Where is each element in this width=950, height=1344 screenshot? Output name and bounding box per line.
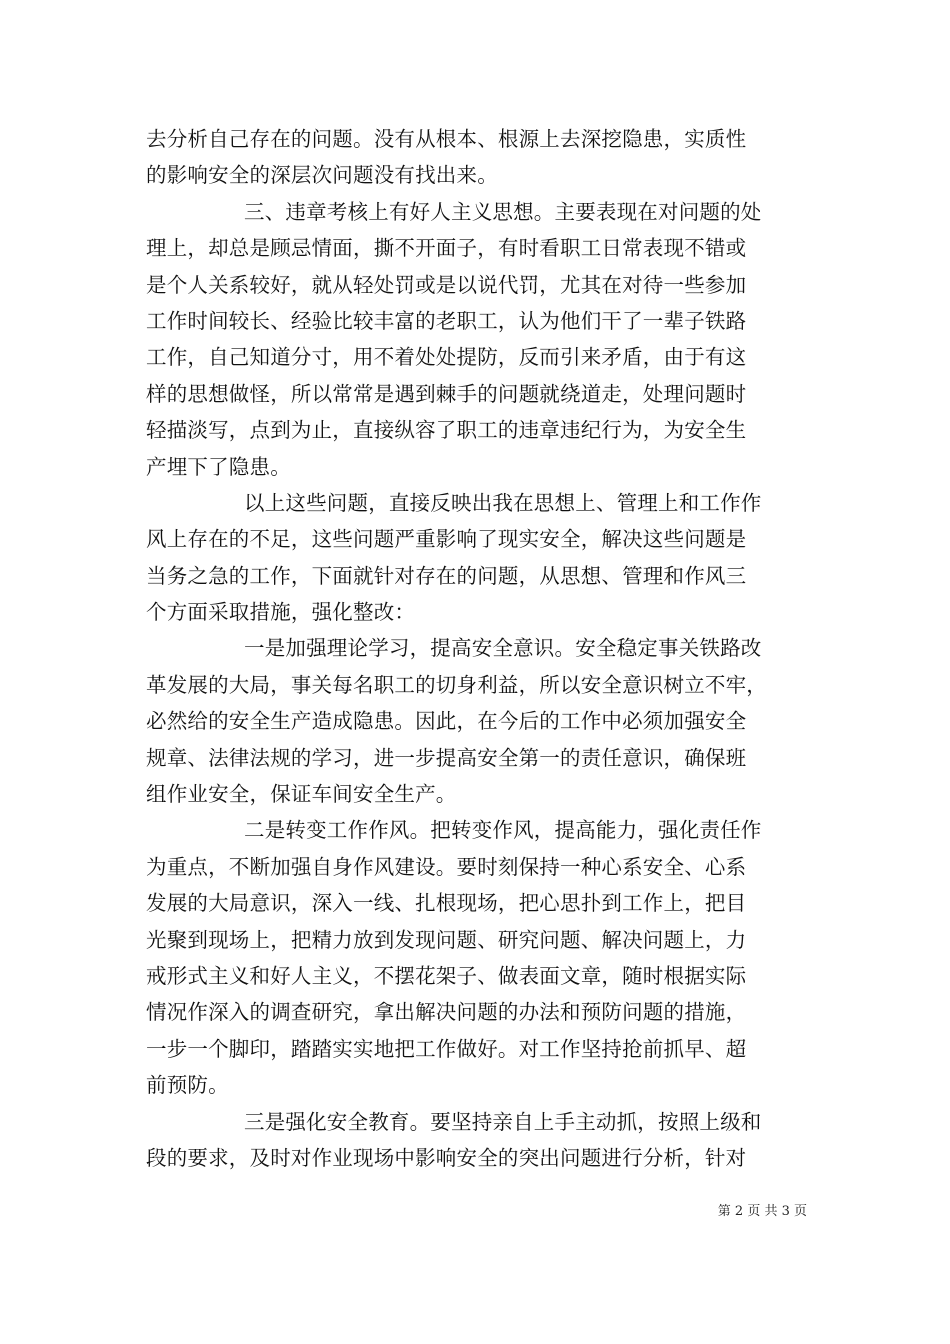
text-line: 段的要求，及时对作业现场中影响安全的突出问题进行分析，针对 [146, 1145, 747, 1170]
paragraph-start-line: 三、违章考核上有好人主义思想。主要表现在对问题的处 [244, 199, 762, 224]
text-line: 革发展的大局，事关每名职工的切身利益，所以安全意识树立不牢， [146, 672, 767, 697]
text-line: 必然给的安全生产造成隐患。因此，在今后的工作中必须加强安全 [146, 709, 747, 734]
text-line: 样的思想做怪，所以常常是遇到棘手的问题就绕道走，处理问题时 [146, 381, 747, 406]
text-line: 理上，却总是顾忌情面，撕不开面子，有时看职工日常表现不错或 [146, 236, 747, 261]
text-line: 风上存在的不足，这些问题严重影响了现实安全，解决这些问题是 [146, 527, 747, 552]
text-line: 光聚到现场上，把精力放到发现问题、研究问题、解决问题上，力 [146, 927, 747, 952]
text-line: 的影响安全的深层次问题没有找出来。 [146, 163, 498, 188]
text-line: 轻描淡写，点到为止，直接纵容了职工的违章违纪行为，为安全生 [146, 418, 747, 443]
text-line: 工作时间较长、经验比较丰富的老职工，认为他们干了一辈子铁路 [146, 308, 747, 333]
paragraph-start-line: 以上这些问题，直接反映出我在思想上、管理上和工作作 [244, 490, 762, 515]
text-line: 一步一个脚印，踏踏实实地把工作做好。对工作坚持抢前抓早、超 [146, 1036, 747, 1061]
text-line: 前预防。 [146, 1073, 229, 1098]
text-line: 是个人关系较好，就从轻处罚或是以说代罚，尤其在对待一些参加 [146, 272, 747, 297]
text-line: 当务之急的工作，下面就针对存在的问题，从思想、管理和作风三 [146, 563, 747, 588]
text-line: 情况作深入的调查研究，拿出解决问题的办法和预防问题的措施， [146, 1000, 747, 1025]
paragraph-start-line: 三是强化安全教育。要坚持亲自上手主动抓，按照上级和 [244, 1109, 762, 1134]
text-line: 工作，自己知道分寸，用不着处处提防，反而引来矛盾，由于有这 [146, 345, 747, 370]
text-line: 去分析自己存在的问题。没有从根本、根源上去深挖隐患，实质性 [146, 127, 747, 151]
text-line: 戒形式主义和好人主义，不摆花架子、做表面文章，随时根据实际 [146, 963, 747, 988]
paragraph-start-line: 一是加强理论学习，提高安全意识。安全稳定事关铁路改 [244, 636, 762, 661]
text-line: 为重点，不断加强自身作风建设。要时刻保持一种心系安全、心系 [146, 854, 747, 879]
document-body [146, 121, 811, 1176]
text-line: 个方面采取措施，强化整改： [146, 600, 416, 625]
text-line: 规章、法律法规的学习，进一步提高安全第一的责任意识，确保班 [146, 745, 747, 770]
page-number-footer: 第 2 页 共 3 页 [717, 1204, 807, 1219]
paragraph-start-line: 二是转变工作作风。把转变作风，提高能力，强化责任作 [244, 818, 762, 843]
text-line: 发展的大局意识，深入一线、扎根现场，把心思扑到工作上，把目 [146, 891, 747, 916]
text-line: 组作业安全，保证车间安全生产。 [146, 782, 457, 807]
text-line: 产埋下了隐患。 [146, 454, 291, 479]
